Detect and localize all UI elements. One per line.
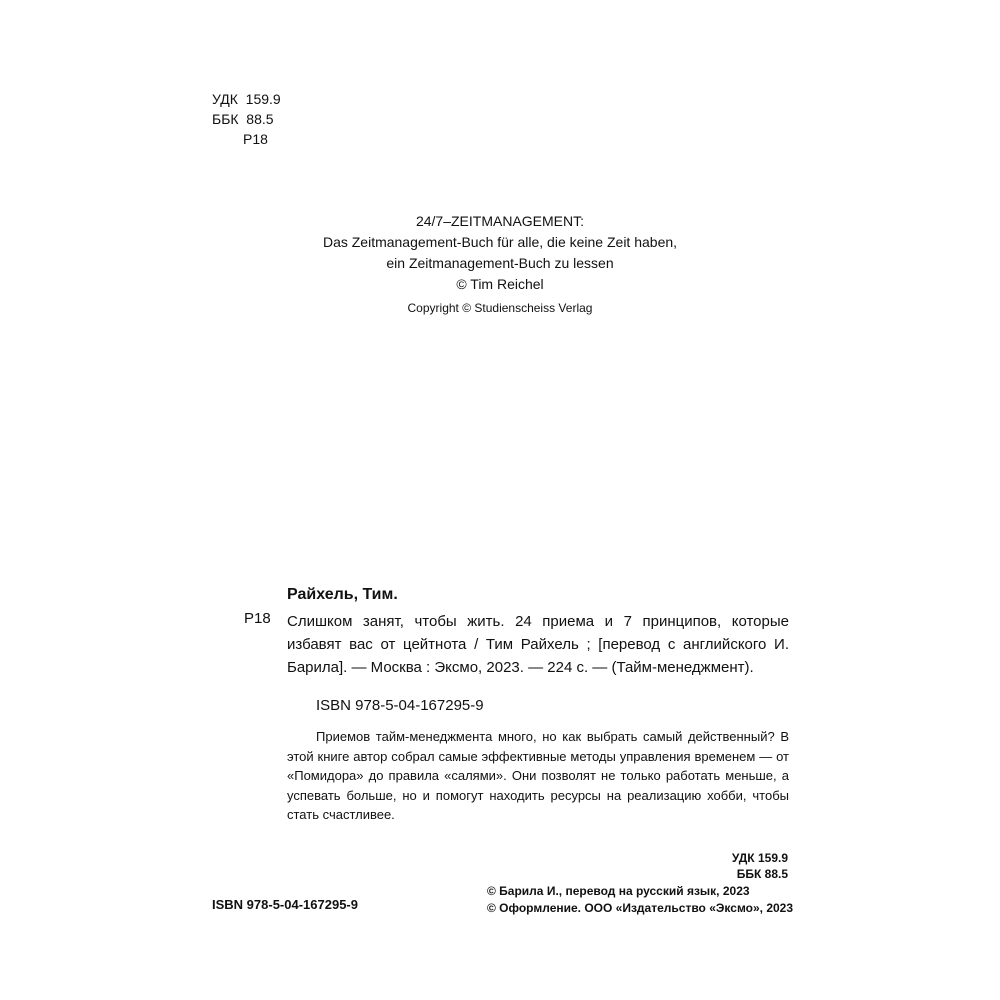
udk-code-bottom: УДК 159.9 bbox=[731, 851, 788, 865]
footer-isbn: ISBN 978-5-04-167295-9 bbox=[212, 897, 358, 912]
publisher-copyright: Copyright © Studienscheiss Verlag bbox=[407, 301, 593, 315]
catalog-author: Райхель, Тим. bbox=[287, 586, 398, 603]
footer-credits bbox=[487, 883, 793, 917]
original-subtitle-line-1: Das Zeitmanagement-Buch für alle, die keine Zeit haben, bbox=[322, 234, 678, 250]
catalog-isbn: ISBN 978-5-04-167295-9 bbox=[316, 697, 484, 714]
author-code: Р18 bbox=[243, 131, 268, 147]
bbk-code: ББК 88.5 bbox=[212, 111, 274, 127]
book-annotation: Приемов тайм-менеджмента много, но как выбрать самый действенный? В этой книге автор собрал самые эффективные методы управления временем — от «Помидора» до правила «салями». Они позволят не только работать меньше, а успевать больше, но и помогут находить ресурсы на реализацию хобби, чтобы стать счастливее. bbox=[287, 729, 789, 822]
bibliographic-description: Слишком занят, чтобы жить. 24 приема и 7 принципов, которые избавят вас от цейтнота / Тим Райхель ; [перевод с английского И. Барила]. — Москва : Эксмо, 2023. — 224 с. — (Тайм-менеджмент). bbox=[287, 613, 789, 676]
original-edition-block bbox=[250, 211, 750, 295]
design-credit: © Оформление. ООО «Издательство «Эксмо», 2023 bbox=[487, 901, 794, 915]
original-subtitle-line-2: ein Zeitmanagement-Buch zu lessen bbox=[386, 255, 614, 271]
translation-credit: © Барила И., перевод на русский язык, 2023 bbox=[487, 884, 750, 898]
catalog-author-code: Р18 bbox=[244, 610, 271, 627]
original-author-copyright: © Tim Reichel bbox=[456, 276, 544, 292]
original-title: 24/7–ZEITMANAGEMENT: bbox=[415, 213, 585, 229]
bbk-code-bottom: ББК 88.5 bbox=[736, 867, 788, 881]
bottom-classification-block bbox=[600, 850, 788, 882]
udk-code: УДК 159.9 bbox=[212, 91, 281, 107]
top-classification-block bbox=[212, 89, 281, 149]
